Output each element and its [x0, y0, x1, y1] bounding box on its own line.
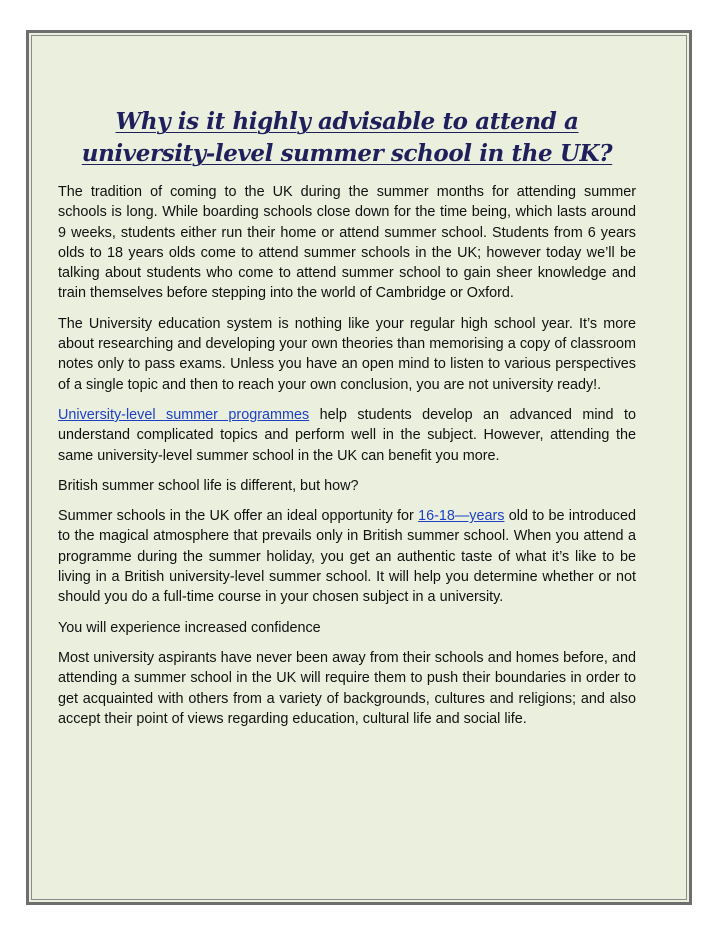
section-heading-confidence: You will experience increased confidence	[58, 619, 321, 636]
paragraph-5	[58, 506, 636, 607]
paragraph-3	[58, 405, 636, 466]
paragraph-3-text: help students develop an advanced mind to understand complicated topics and perform well in the subject. However, attending the same university-level summer school in the UK can benefit you more.	[58, 406, 636, 464]
paragraph-7: Most university aspirants have never been away from their schools and homes before, and attending a summer school in the UK will require them to push their boundaries in order to get acquainted with others from a variety of backgrounds, cultures and religions; and also accept their point of views regarding education, cultural life and social life.	[58, 649, 636, 727]
paragraph-1: The tradition of coming to the UK during the summer months for attending summer schools is long. While boarding schools close down for the time being, which lasts around 9 weeks, students either run their home or attend summer school. Students from 6 years olds to 18 years olds come to attend summer schools in the UK; however today we’ll be talking about students who come to attend summer school to gain sheer knowledge and train themselves before stepping into the world of Cambridge or Oxford.	[58, 184, 636, 302]
document-title: Why is it highly advisable to attend a university-level summer school in the UK?	[81, 108, 613, 167]
paragraph-2: The University education system is nothing like your regular high school year. It’s more about researching and developing your own theories than memorising a copy of classroom notes only to pass exams. Unless you have an open mind to listen to various perspectives of a single topic and then to reach your own conclusion, you are not university ready!.	[58, 315, 636, 393]
paragraph-5-text: old to be introduced to the magical atmosphere that prevails only in British summer school. When you attend a programme during the summer holiday, you get an authentic taste of what it’s like to be living in a British university-level summer school. It will help you determine whether or not should you do a full-time course in your chosen subject in a university.	[58, 508, 636, 606]
paragraph-5-start: Summer schools in the UK offer an ideal opportunity for	[58, 508, 419, 525]
section-heading-british-life: British summer school life is different, but how?	[58, 477, 359, 494]
summer-programmes-link[interactable]: University-level summer programmes	[58, 406, 310, 423]
age-range-link[interactable]: 16-18—years	[418, 508, 505, 525]
document-body	[58, 74, 636, 739]
